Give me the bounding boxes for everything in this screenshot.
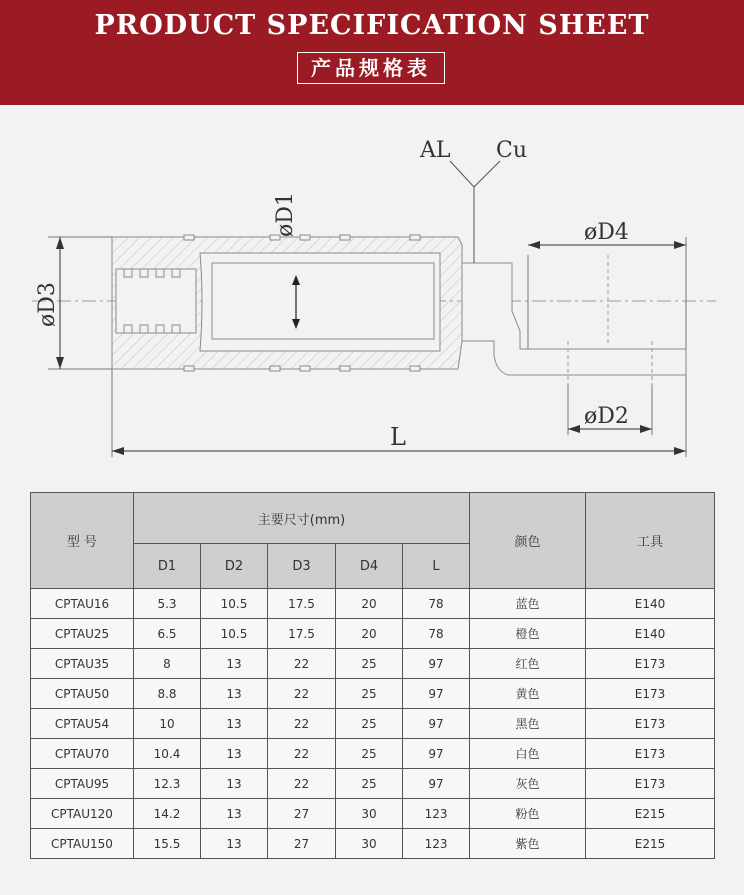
cell-d1: 10	[134, 709, 201, 739]
cell-tool: E215	[586, 799, 715, 829]
cell-d1: 8.8	[134, 679, 201, 709]
cell-d4: 25	[336, 739, 403, 769]
cell-l: 78	[403, 589, 470, 619]
cell-l: 97	[403, 679, 470, 709]
cell-d3: 22	[268, 679, 336, 709]
cell-d1: 14.2	[134, 799, 201, 829]
cell-tool: E173	[586, 679, 715, 709]
cell-d1: 10.4	[134, 739, 201, 769]
cell-color: 黄色	[470, 679, 586, 709]
al-cu-leader	[450, 161, 500, 187]
cell-d4: 25	[336, 769, 403, 799]
cell-d3: 17.5	[268, 589, 336, 619]
cell-color: 紫色	[470, 829, 586, 859]
cell-d2: 13	[201, 739, 268, 769]
cell-tool: E173	[586, 709, 715, 739]
cell-d3: 22	[268, 709, 336, 739]
cell-model: CPTAU150	[31, 829, 134, 859]
cell-color: 蓝色	[470, 589, 586, 619]
col-d3-header: D3	[268, 544, 336, 589]
cell-tool: E140	[586, 589, 715, 619]
cell-d4: 25	[336, 649, 403, 679]
cell-model: CPTAU35	[31, 649, 134, 679]
cell-model: CPTAU120	[31, 799, 134, 829]
cell-color: 粉色	[470, 799, 586, 829]
table-row	[31, 649, 715, 679]
cell-color: 灰色	[470, 769, 586, 799]
cell-d2: 10.5	[201, 619, 268, 649]
col-d2-header: D2	[201, 544, 268, 589]
d4-label: øD4	[584, 220, 629, 245]
cell-d1: 12.3	[134, 769, 201, 799]
cell-l: 97	[403, 649, 470, 679]
cell-d4: 20	[336, 589, 403, 619]
cell-l: 78	[403, 619, 470, 649]
cell-d1: 8	[134, 649, 201, 679]
table-row	[31, 589, 715, 619]
cell-l: 97	[403, 709, 470, 739]
model-header: 型 号	[31, 493, 134, 589]
cell-d4: 20	[336, 619, 403, 649]
cell-color: 黑色	[470, 709, 586, 739]
cell-tool: E173	[586, 649, 715, 679]
cell-d3: 22	[268, 769, 336, 799]
spec-table	[30, 492, 715, 859]
cell-d1: 6.5	[134, 619, 201, 649]
page-subtitle: 产品规格表	[297, 52, 445, 84]
cell-d2: 10.5	[201, 589, 268, 619]
cell-color: 橙色	[470, 619, 586, 649]
cell-d2: 13	[201, 829, 268, 859]
color-header: 颜色	[470, 493, 586, 589]
cell-l: 123	[403, 829, 470, 859]
col-l-header: L	[403, 544, 470, 589]
cell-color: 红色	[470, 649, 586, 679]
cell-d2: 13	[201, 649, 268, 679]
al-label: AL	[420, 138, 451, 163]
page-title: PRODUCT SPECIFICATION SHEET	[94, 10, 650, 41]
cell-model: CPTAU50	[31, 679, 134, 709]
cell-tool: E215	[586, 829, 715, 859]
table-row	[31, 739, 715, 769]
col-d4-header: D4	[336, 544, 403, 589]
cu-label: Cu	[496, 138, 528, 163]
cell-color: 白色	[470, 739, 586, 769]
cell-tool: E173	[586, 739, 715, 769]
cell-l: 97	[403, 739, 470, 769]
cell-d2: 13	[201, 799, 268, 829]
cell-d2: 13	[201, 769, 268, 799]
table-row	[31, 709, 715, 739]
cell-model: CPTAU25	[31, 619, 134, 649]
table-row	[31, 799, 715, 829]
cell-d3: 22	[268, 649, 336, 679]
cell-d1: 5.3	[134, 589, 201, 619]
cell-d4: 30	[336, 799, 403, 829]
cell-d1: 15.5	[134, 829, 201, 859]
cell-d3: 27	[268, 829, 336, 859]
technical-drawing	[0, 105, 744, 485]
cell-d3: 17.5	[268, 619, 336, 649]
cell-d4: 25	[336, 679, 403, 709]
cell-d3: 27	[268, 799, 336, 829]
d2-label: øD2	[584, 404, 629, 429]
bore-inner	[212, 263, 434, 339]
cell-model: CPTAU16	[31, 589, 134, 619]
tool-header: 工具	[586, 493, 715, 589]
cell-d3: 22	[268, 739, 336, 769]
table-row	[31, 829, 715, 859]
cell-model: CPTAU54	[31, 709, 134, 739]
cell-tool: E173	[586, 769, 715, 799]
d3-label: øD3	[35, 282, 60, 327]
l-label: L	[390, 423, 406, 451]
dims-header: 主要尺寸(mm)	[134, 493, 470, 544]
cell-model: CPTAU70	[31, 739, 134, 769]
table-row	[31, 619, 715, 649]
header-banner	[0, 0, 744, 105]
cell-l: 97	[403, 769, 470, 799]
table-row	[31, 679, 715, 709]
terminal-drawing-svg	[0, 105, 744, 485]
table-row	[31, 769, 715, 799]
cell-model: CPTAU95	[31, 769, 134, 799]
cell-tool: E140	[586, 619, 715, 649]
cell-d4: 25	[336, 709, 403, 739]
cell-d2: 13	[201, 679, 268, 709]
d1-label: øD1	[273, 192, 298, 237]
cell-d2: 13	[201, 709, 268, 739]
insert-cavity	[116, 269, 196, 333]
col-d1-header: D1	[134, 544, 201, 589]
cell-d4: 30	[336, 829, 403, 859]
cell-l: 123	[403, 799, 470, 829]
